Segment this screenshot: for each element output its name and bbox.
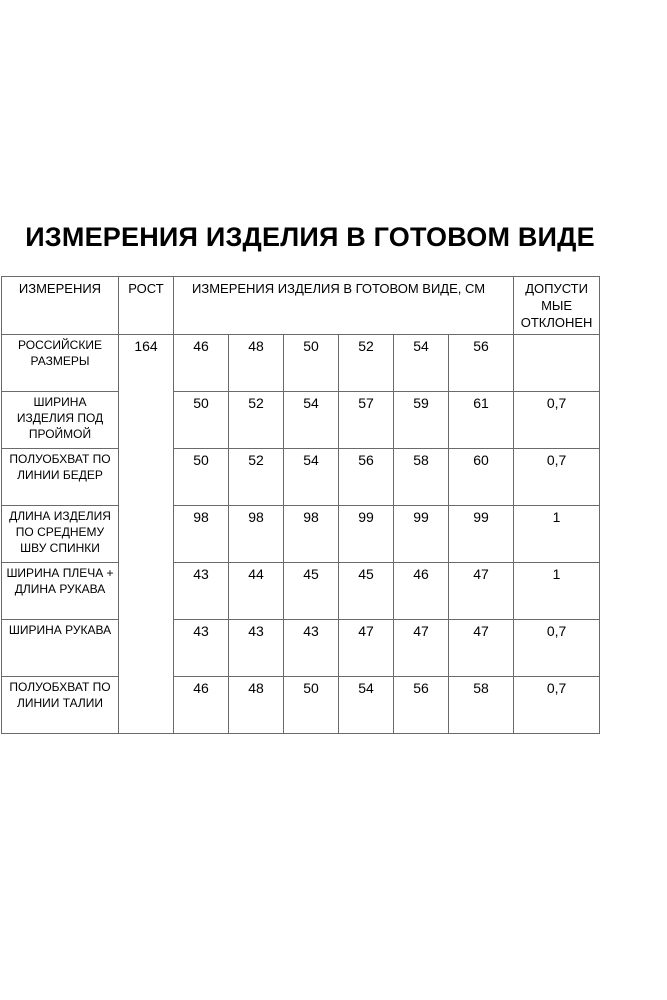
size-value: 99: [339, 506, 394, 563]
size-value: 99: [394, 506, 449, 563]
header-deviations-line1: ДОПУСТИ: [525, 281, 588, 296]
size-value: 56: [394, 677, 449, 734]
size-value: 46: [174, 335, 229, 392]
size-value: 54: [339, 677, 394, 734]
size-value: 50: [284, 677, 339, 734]
size-value: 52: [229, 392, 284, 449]
size-value: 54: [284, 449, 339, 506]
row-label-line: ШИРИНА: [33, 395, 87, 409]
measurements-table: [1, 276, 600, 734]
deviation-value: 0,7: [514, 677, 600, 734]
table-row: [2, 449, 600, 506]
size-value: 50: [174, 392, 229, 449]
size-value: 54: [284, 392, 339, 449]
size-value: 43: [174, 563, 229, 620]
size-value: 98: [284, 506, 339, 563]
size-value: 45: [339, 563, 394, 620]
row-label: [2, 335, 119, 392]
size-value: 98: [229, 506, 284, 563]
deviation-value: 1: [514, 506, 600, 563]
row-label-line: ШВУ СПИНКИ: [20, 541, 100, 555]
size-value: 47: [449, 563, 514, 620]
size-value: 99: [449, 506, 514, 563]
row-label: [2, 506, 119, 563]
size-value: 59: [394, 392, 449, 449]
page-title: ИЗМЕРЕНИЯ ИЗДЕЛИЯ В ГОТОВОМ ВИДЕ: [25, 222, 595, 252]
deviation-value: 0,7: [514, 620, 600, 677]
size-value: 56: [339, 449, 394, 506]
deviation-value: 0,7: [514, 449, 600, 506]
row-label: [2, 620, 119, 677]
size-value: 54: [394, 335, 449, 392]
header-deviations: [514, 277, 600, 335]
size-value: 50: [174, 449, 229, 506]
table-row: [2, 563, 600, 620]
size-value: 52: [339, 335, 394, 392]
row-label-line: ЛИНИИ ТАЛИИ: [16, 696, 104, 710]
size-value: 50: [284, 335, 339, 392]
deviation-value: 1: [514, 563, 600, 620]
deviation-value: 0,7: [514, 392, 600, 449]
size-value: 60: [449, 449, 514, 506]
size-value: 52: [229, 449, 284, 506]
header-height: РОСТ: [119, 277, 174, 335]
row-label-line: ШИРИНА РУКАВА: [8, 623, 112, 637]
size-value: 43: [174, 620, 229, 677]
size-value: 61: [449, 392, 514, 449]
row-label-line: ПОЛУОБХВАТ ПО: [9, 452, 111, 466]
table-row: [2, 392, 600, 449]
table-row: [2, 677, 600, 734]
row-label-line: ПО СРЕДНЕМУ: [15, 525, 105, 539]
row-label: [2, 449, 119, 506]
size-value: 58: [449, 677, 514, 734]
row-label-line: ДЛИНА РУКАВА: [14, 582, 106, 596]
deviation-value: [514, 335, 600, 392]
table-row: [2, 506, 600, 563]
table-row: [2, 335, 600, 392]
row-label-line: ПРОЙМОЙ: [28, 427, 92, 441]
row-label-line: ЛИНИИ БЕДЕР: [17, 468, 103, 482]
table-row: [2, 620, 600, 677]
size-value: 46: [174, 677, 229, 734]
row-label-line: ШИРИНА ПЛЕЧА +: [6, 566, 114, 580]
size-value: 58: [394, 449, 449, 506]
size-value: 48: [229, 677, 284, 734]
header-deviations-line3: ОТКЛОНЕН: [520, 315, 593, 330]
row-label-line: ДЛИНА ИЗДЕЛИЯ: [9, 509, 111, 523]
row-label-line: РАЗМЕРЫ: [30, 354, 90, 368]
size-value: 47: [339, 620, 394, 677]
table-header-row: [2, 277, 600, 335]
header-measurements: ИЗМЕРЕНИЯ: [2, 277, 119, 335]
row-label: [2, 677, 119, 734]
size-value: 56: [449, 335, 514, 392]
size-value: 43: [284, 620, 339, 677]
height-value: 164: [119, 335, 174, 734]
row-label-line: РОССИЙСКИЕ: [18, 338, 102, 352]
size-value: 43: [229, 620, 284, 677]
size-value: 47: [394, 620, 449, 677]
size-value: 47: [449, 620, 514, 677]
size-value: 46: [394, 563, 449, 620]
row-label-line: ПОЛУОБХВАТ ПО: [9, 680, 111, 694]
header-deviations-line2: МЫЕ: [541, 298, 573, 313]
size-value: 48: [229, 335, 284, 392]
row-label: [2, 392, 119, 449]
header-product-measurements: ИЗМЕРЕНИЯ ИЗДЕЛИЯ В ГОТОВОМ ВИДЕ, СМ: [174, 277, 514, 335]
row-label-line: ИЗДЕЛИЯ ПОД: [16, 411, 104, 425]
size-value: 44: [229, 563, 284, 620]
size-value: 57: [339, 392, 394, 449]
size-value: 98: [174, 506, 229, 563]
row-label: [2, 563, 119, 620]
size-value: 45: [284, 563, 339, 620]
